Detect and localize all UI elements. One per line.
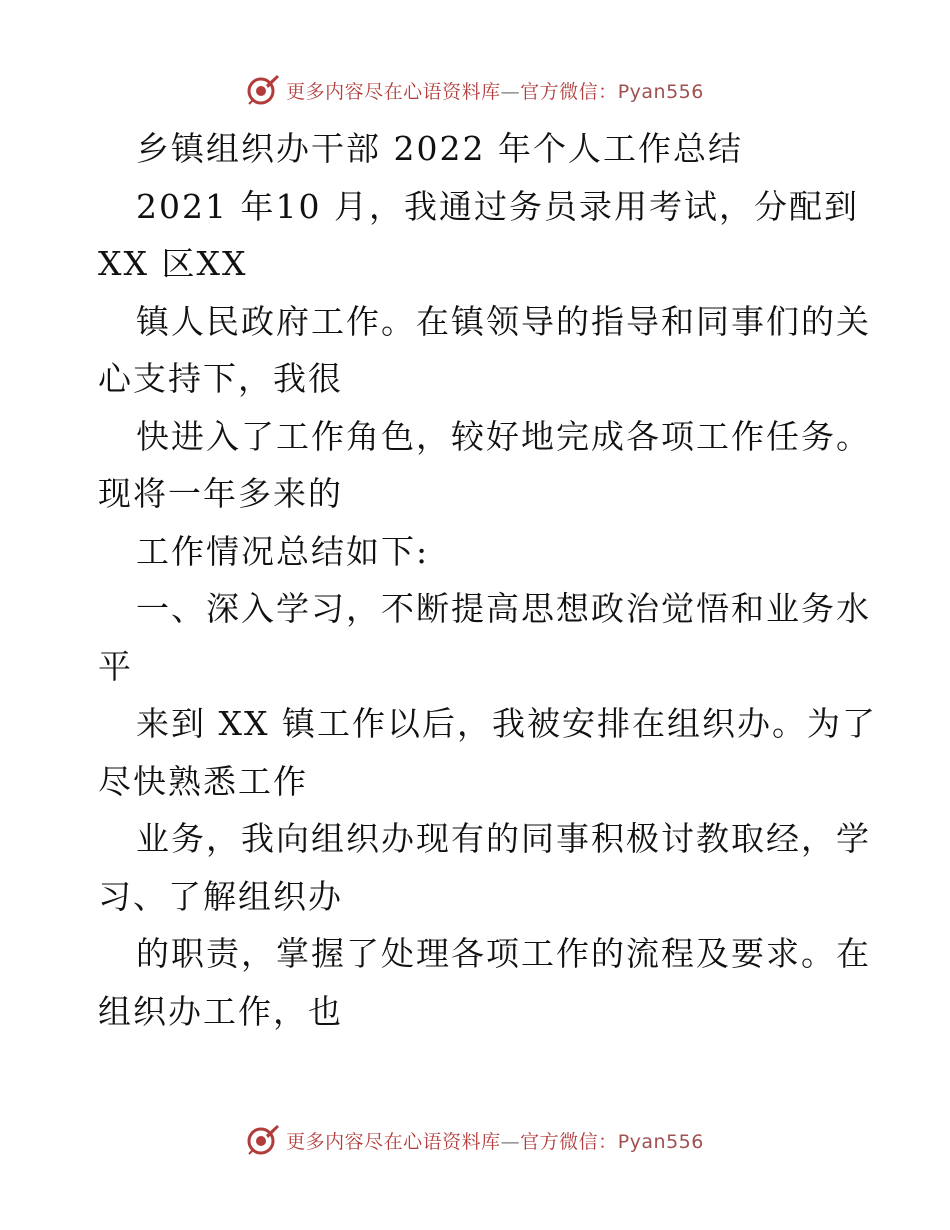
header-banner-slogan: 更多内容尽在心语资料库 [286,80,501,103]
document-title: 乡镇组织办干部 2022 年个人工作总结 [136,129,743,168]
paragraph-line: 现将一年多来的 [98,474,343,513]
section-heading-line: 一、深入学习，不断提高思想政治觉悟和业务水 [136,589,871,628]
section-heading-line: 平 [98,646,133,686]
paragraph-line: 来到 XX 镇工作以后，我被安排在组织办。为了 [136,704,877,743]
paragraph-line: 镇人民政府工作。在镇领导的指导和同事们的关 [136,301,871,341]
paragraph-line: 业务，我向组织办现有的同事积极讨教取经，学 [136,819,871,858]
header-banner-text [286,77,704,104]
document-body [98,120,877,1040]
footer-wechat-id: Pyan556 [617,1130,704,1153]
footer-banner-slogan: 更多内容尽在心语资料库 [286,1130,501,1153]
paragraph-line: 的职责，掌握了处理各项工作的流程及要求。在 [136,934,871,973]
footer-banner-separator: — [500,1130,521,1153]
header-wechat-id: Pyan556 [617,80,704,103]
paragraph-line: 快进入了工作角色，较好地完成各项工作任务。 [136,416,871,456]
paragraph-line: 组织办工作，也 [98,991,343,1031]
paragraph-line: 工作情况总结如下: [136,531,430,571]
footer-wechat-label: 官方微信： [520,1130,618,1153]
header-wechat-label: 官方微信： [520,80,618,103]
footer-banner-text [286,1127,704,1154]
paragraph-line: XX 区XX [98,244,248,283]
footer-watermark-banner [0,1122,950,1158]
paragraph-line: 心支持下，我很 [98,359,343,398]
pen-logo-icon [246,73,280,107]
paragraph-line: 尽快熟悉工作 [98,761,308,801]
paragraph-line: 习、了解组织办 [98,876,343,916]
header-watermark-banner [0,72,950,108]
header-banner-separator: — [500,80,521,103]
paragraph-line: 2021 年10 月，我通过务员录用考试，分配到 [136,186,859,226]
pen-logo-icon [246,1123,280,1157]
